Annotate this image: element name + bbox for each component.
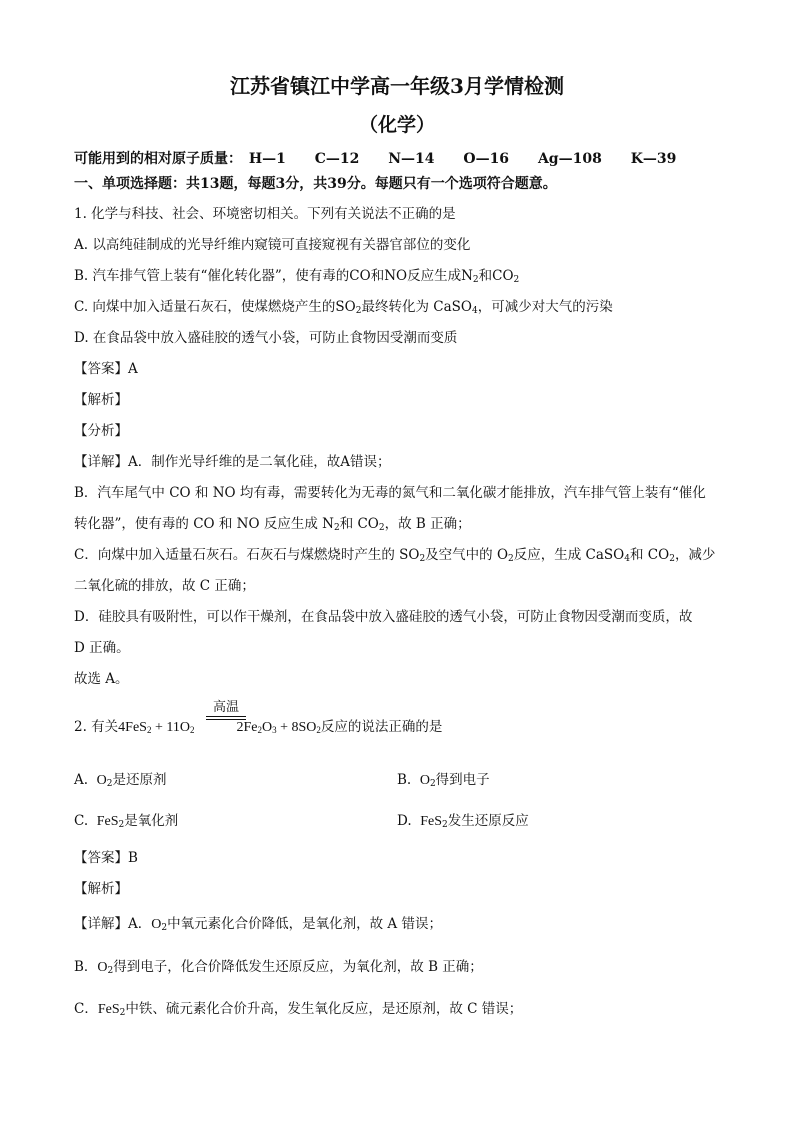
equation-products: $2Fe_2O_3 + 8SO_2$ <box>236 720 321 735</box>
q1-detail-a: 【详解】A．制作光导纤维的是二氧化硅，故A错误； <box>74 454 391 470</box>
atomic-mass-k: K—39 <box>630 151 677 167</box>
q1-detail-c-line2: 二氧化硫的排放，故 C 正确； <box>74 578 255 594</box>
atomic-mass-c: C—12 <box>314 151 360 167</box>
atomic-mass-label: 可能用到的相对原子质量： <box>74 151 242 167</box>
q2-detail-b: B．$O_2$得到电子，化合价降低发生还原反应，为氧化剂，故 B 正确； <box>74 959 483 976</box>
q1-detail-d-line1: D．硅胶具有吸附性，可以作干燥剂，在食品袋中放入盛硅胶的透气小袋，可防止食物因受潮而变质，故 <box>74 609 693 625</box>
q1-option-d: D. 在食品袋中放入盛硅胶的透气小袋，可防止食物因受潮而变质 <box>74 330 458 346</box>
q1-option-c: C. 向煤中加入适量石灰石，使煤燃烧产生的$SO_2$最终转化为 CaSO$_4$，可减少对大气的污染 <box>74 299 613 316</box>
atomic-mass-line <box>74 148 676 168</box>
reaction-condition: 高温 <box>212 700 239 715</box>
q1-conclusion: 故选 A。 <box>74 671 129 687</box>
q2-detail-a: 【详解】A．$O_2$中氧元素化合价降低，是氧化剂，故 A 错误； <box>74 916 442 933</box>
q1-fenxi-label: 【分析】 <box>74 423 128 439</box>
atomic-mass-h: H—1 <box>248 151 286 167</box>
q2-option-d: D. FeS$_2$发生还原反应 <box>397 813 529 830</box>
q1-detail-b-line2: 转化器”，使有毒的 CO 和 NO 反应生成 $N_2$和 $CO_2$，故 B 正确； <box>74 516 471 533</box>
q1-option-b: B. 汽车排气管上装有“催化转化器”，使有毒的CO和NO反应生成$N_2$和$CO_2$ <box>74 268 520 285</box>
q2-detail-c: C．FeS$_2$中铁、硫元素化合价升高，发生氧化反应，是还原剂，故 C 错误； <box>74 1001 523 1018</box>
q1-detail-d-line2: D 正确。 <box>74 640 130 656</box>
page-title: 江苏省镇江中学高一年级3月学情检测 <box>230 74 564 98</box>
equation-reactants: $4FeS_2 + 11O_2$ <box>118 720 195 735</box>
q1-answer: 【答案】A <box>74 361 138 377</box>
q1-detail-b-line1: B．汽车尾气中 CO 和 NO 均有毒，需要转化为无毒的氮气和二氧化碳才能排放，汽车排气管上装有“催化 <box>74 485 706 501</box>
atomic-mass-ag: Ag—108 <box>537 151 602 167</box>
q1-option-a: A. 以高纯硅制成的光导纤维内窥镜可直接窥视有关器官部位的变化 <box>74 237 471 253</box>
q2-stem: 2. 有关$4FeS_2 + 11O_2$ $2Fe_2O_3 + 8SO_2$反应的说法正确的是 <box>74 719 443 735</box>
q2-answer: 【答案】B <box>74 850 138 866</box>
q1-detail-c-line1: C．向煤中加入适量石灰石。石灰石与煤燃烧时产生的 $SO_2$及空气中的 $O_2$反应，生成 CaSO$_4$和 $CO_2$，减少 <box>74 547 716 564</box>
q2-analysis-label: 【解析】 <box>74 881 128 897</box>
atomic-mass-o: O—16 <box>463 151 510 167</box>
q2-option-a: A. $O_2$是还原剂 <box>74 772 167 789</box>
q1-stem: 1. 化学与科技、社会、环境密切相关。下列有关说法不正确的是 <box>74 206 456 222</box>
page-subtitle: （化学） <box>358 114 435 136</box>
q2-option-b: B. $O_2$得到电子 <box>397 772 490 789</box>
section-heading: 一、单项选择题：共13题，每题3分，共39分。每题只有一个选项符合题意。 <box>74 176 557 192</box>
atomic-mass-n: N—14 <box>388 151 435 167</box>
q2-option-c: C. FeS$_2$是氧化剂 <box>74 813 179 830</box>
q1-analysis-label: 【解析】 <box>74 392 128 408</box>
